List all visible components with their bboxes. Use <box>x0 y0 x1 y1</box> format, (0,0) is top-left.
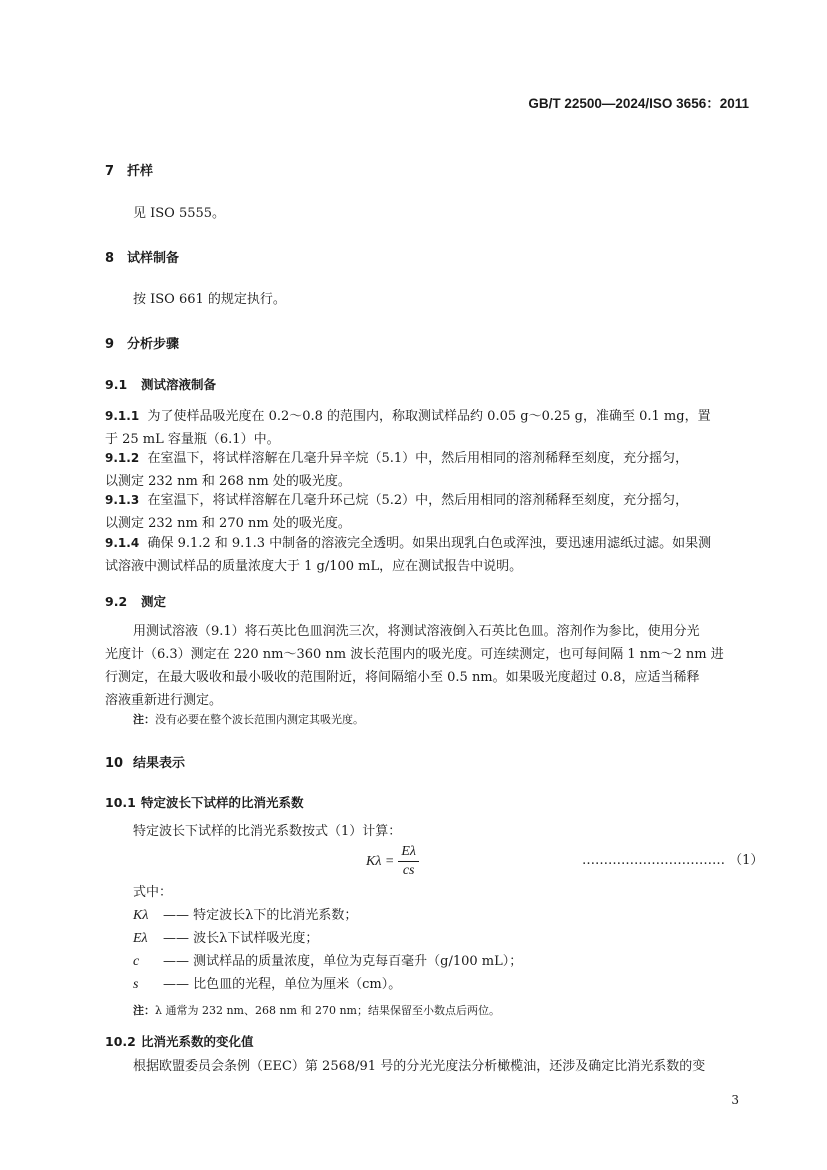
section-7-body: 见 ISO 5555。 <box>133 206 226 221</box>
clause-9-1-4: 9.1.4 确保 9.1.2 和 9.1.3 中制备的溶液完全透明。如果出现乳白色或浑浊，要迅速用滤纸过滤。如果测 试溶液中测试样品的质量浓度大于 1 g/100 mL，应在测试报告中说明。 <box>105 536 712 574</box>
page-number: 3 <box>731 1093 739 1107</box>
section-9-2-body: 用测试溶液（9.1）将石英比色皿润洗三次，将测试溶液倒入石英比色皿。溶剂作为参比，使用分光 光度计（6.3）测定在 220 nm～360 nm 波长范围内的吸光度。可连续测定，也可每间隔 1 nm～2 nm 进 行测定，在最大吸收和最小吸收的范围附近，将间隔缩小至 0.5 nm。如果吸光度超过 0.8，应适当稀释 溶液重新进行测定。 <box>105 624 724 708</box>
where-label: 式中： <box>133 885 173 900</box>
section-10-1-heading: 10.1 特定波长下试样的比消光系数 <box>105 795 304 810</box>
section-9-2-note: 注：没有必要在整个波长范围内测定其吸光度。 <box>133 713 364 726</box>
variable-item: c —— 测试样品的质量浓度，单位为克每百毫升（g/100 mL）； <box>133 954 523 969</box>
section-10-2-body: 根据欧盟委员会条例（EEC）第 2568/91 号的分光光度法分析橄榄油，还涉及确定比消光系数的变 <box>133 1059 706 1074</box>
variable-list <box>133 904 522 996</box>
section-10-1-intro: 特定波长下试样的比消光系数按式（1）计算： <box>133 824 402 839</box>
variable-item: s —— 比色皿的光程，单位为厘米（cm）。 <box>133 977 402 992</box>
document-code: GB/T 22500—2024/ISO 3656：2011 <box>528 96 749 111</box>
clause-9-1-3: 9.1.3 在室温下，将试样溶解在几毫升环己烷（5.2）中，然后用相同的溶剂稀释至刻度，充分摇匀， 以测定 232 nm 和 270 nm 处的吸光度。 <box>105 493 689 531</box>
formula-1: Kλ = $\frac{E\lambda}{cs}$ <box>366 843 419 880</box>
clause-9-1-2: 9.1.2 在室温下，将试样溶解在几毫升异辛烷（5.1）中，然后用相同的溶剂稀释至刻度，充分摇匀， 以测定 232 nm 和 268 nm 处的吸光度。 <box>105 451 689 489</box>
section-9-1-heading: 9.1 测试溶液制备 <box>105 377 217 392</box>
formula-number: …………………………… （1） <box>582 853 764 868</box>
section-10-heading: 10 结果表示 <box>105 756 186 771</box>
clause-9-1-1: 9.1.1 为了使样品吸光度在 0.2～0.8 的范围内，称取测试样品约 0.05 g～0.25 g，准确至 0.1 mg，置 于 25 mL 容量瓶（6.1）中。 <box>105 409 711 447</box>
section-8-body: 按 ISO 661 的规定执行。 <box>133 292 286 307</box>
variable-item: Eλ —— 波长λ下试样吸光度； <box>133 931 319 946</box>
section-8-heading: 8 试样制备 <box>105 251 180 266</box>
variable-item: Kλ —— 特定波长λ下的比消光系数； <box>133 908 358 923</box>
section-10-1-note: 注：λ 通常为 232 nm、268 nm 和 270 nm；结果保留至小数点后两位。 <box>133 1004 500 1017</box>
section-9-heading: 9 分析步骤 <box>105 337 180 352</box>
section-10-2-heading: 10.2 比消光系数的变化值 <box>105 1034 254 1049</box>
section-9-2-heading: 9.2 测定 <box>105 594 167 609</box>
section-7-heading: 7 扦样 <box>105 164 154 179</box>
